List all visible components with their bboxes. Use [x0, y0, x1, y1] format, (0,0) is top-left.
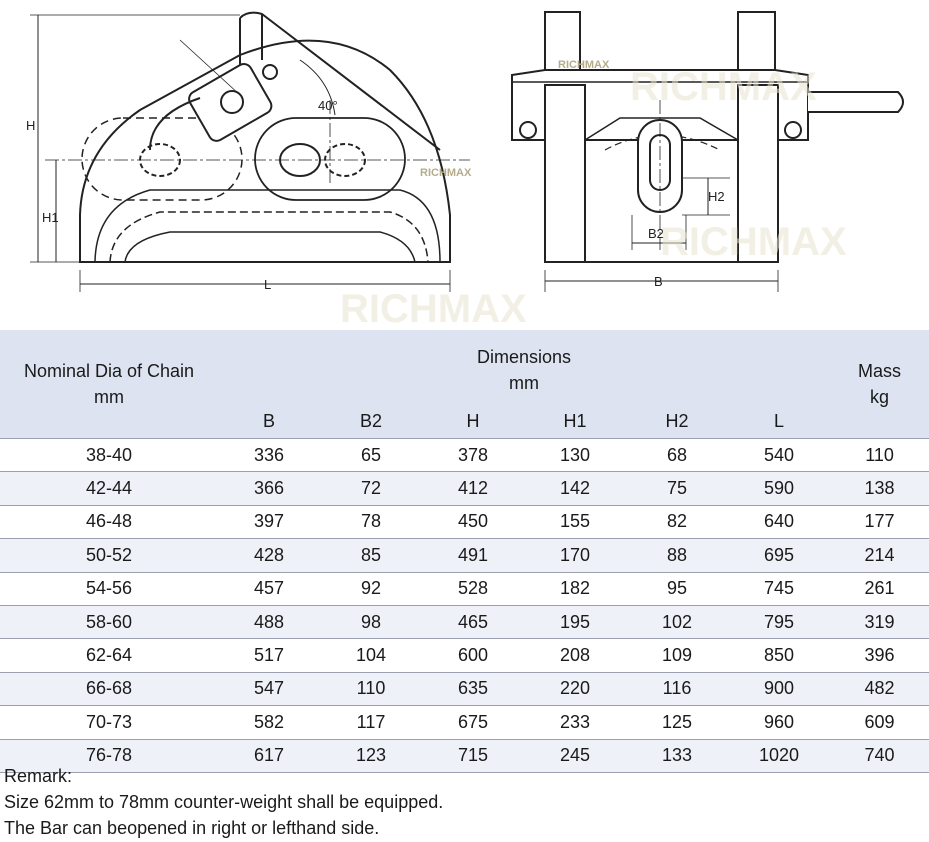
table-cell: 88: [626, 539, 728, 572]
table-cell: 142: [524, 472, 626, 505]
table-cell: 540: [728, 439, 830, 472]
table-cell: 1020: [728, 739, 830, 772]
table-cell: 75: [626, 472, 728, 505]
table-cell: 220: [524, 672, 626, 705]
table-cell: 465: [422, 605, 524, 638]
mass-header-line2: kg: [870, 387, 890, 407]
table-cell: 547: [218, 672, 320, 705]
table-cell: 58-60: [0, 605, 218, 638]
table-cell: 46-48: [0, 505, 218, 538]
table-cell: 488: [218, 605, 320, 638]
table-cell: 182: [524, 572, 626, 605]
remark-line: Size 62mm to 78mm counter-weight shall be equipped.: [4, 792, 444, 812]
b-dimension-label: B: [654, 274, 663, 289]
h-dimension-label: H: [26, 118, 36, 133]
table-cell: 635: [422, 672, 524, 705]
subheader-h1: H1: [524, 403, 626, 439]
table-cell: 50-52: [0, 539, 218, 572]
table-cell: 98: [320, 605, 422, 638]
table-cell: 155: [524, 505, 626, 538]
table-cell: 65: [320, 439, 422, 472]
b2-dimension-label: B2: [648, 226, 664, 241]
side-view-drawing: [30, 13, 470, 292]
table-body: [0, 439, 929, 773]
table-cell: 177: [830, 505, 929, 538]
h2-dimension-label: H2: [708, 189, 725, 204]
watermark-small: RICHMAX: [558, 59, 610, 71]
table-cell: 125: [626, 706, 728, 739]
table-cell: 428: [218, 539, 320, 572]
subheader-h: H: [422, 403, 524, 439]
table-cell: 130: [524, 439, 626, 472]
watermark: RICHMAX: [340, 287, 527, 330]
table-cell: 62-64: [0, 639, 218, 672]
subheader-l: L: [728, 403, 830, 439]
dimensions-header-line1: Dimensions: [477, 347, 572, 367]
subheader-b: B: [218, 403, 320, 439]
remark-title: Remark:: [4, 766, 73, 786]
table-cell: 109: [626, 639, 728, 672]
table-cell: 70-73: [0, 706, 218, 739]
table-cell: 517: [218, 639, 320, 672]
table-cell: 117: [320, 706, 422, 739]
watermark-small: RICHMAX: [420, 167, 472, 179]
table-cell: 123: [320, 739, 422, 772]
table-cell: 170: [524, 539, 626, 572]
table-cell: 396: [830, 639, 929, 672]
table-cell: 233: [524, 706, 626, 739]
table-row: [0, 505, 929, 538]
table-row: [0, 706, 929, 739]
table-cell: 116: [626, 672, 728, 705]
l-dimension-label: L: [264, 277, 272, 292]
table-cell: 76-78: [0, 739, 218, 772]
table-cell: 261: [830, 572, 929, 605]
table-cell: 78: [320, 505, 422, 538]
nominal-dia-header-line2: mm: [94, 387, 124, 407]
table-row: [0, 439, 929, 472]
dimensions-header-line2: mm: [509, 373, 540, 393]
table-cell: 617: [218, 739, 320, 772]
table-cell: 366: [218, 472, 320, 505]
table-cell: 38-40: [0, 439, 218, 472]
table-cell: 54-56: [0, 572, 218, 605]
angle-label: 40°: [318, 98, 338, 113]
table-cell: 214: [830, 539, 929, 572]
table-cell: 378: [422, 439, 524, 472]
dimensions-header: [218, 330, 830, 403]
table-cell: 104: [320, 639, 422, 672]
table-cell: 582: [218, 706, 320, 739]
table-cell: 795: [728, 605, 830, 638]
table-cell: 640: [728, 505, 830, 538]
watermark: RICHMAX: [660, 220, 847, 264]
mass-header: [830, 330, 929, 439]
table-cell: 482: [830, 672, 929, 705]
table-cell: 42-44: [0, 472, 218, 505]
table-row: [0, 472, 929, 505]
table-row: [0, 672, 929, 705]
table-row: [0, 605, 929, 638]
table-cell: 960: [728, 706, 830, 739]
nominal-dia-header: [0, 330, 218, 439]
table-cell: 740: [830, 739, 929, 772]
specification-table: [0, 330, 929, 773]
table-cell: 850: [728, 639, 830, 672]
table-cell: 102: [626, 605, 728, 638]
table-cell: 528: [422, 572, 524, 605]
table-cell: 195: [524, 605, 626, 638]
table-row: [0, 572, 929, 605]
table-cell: 66-68: [0, 672, 218, 705]
table-cell: 397: [218, 505, 320, 538]
table-cell: 68: [626, 439, 728, 472]
table-cell: 900: [728, 672, 830, 705]
table-cell: 110: [320, 672, 422, 705]
table-cell: 609: [830, 706, 929, 739]
table-cell: 412: [422, 472, 524, 505]
table-cell: 72: [320, 472, 422, 505]
remarks: [4, 763, 443, 841]
table-cell: 715: [422, 739, 524, 772]
table-cell: 457: [218, 572, 320, 605]
remark-line: The Bar can beopened in right or lefthand side.: [4, 818, 380, 838]
table-row: [0, 639, 929, 672]
table-cell: 85: [320, 539, 422, 572]
table-cell: 590: [728, 472, 830, 505]
table-cell: 82: [626, 505, 728, 538]
watermark: RICHMAX: [630, 65, 817, 109]
technical-drawings: [0, 0, 929, 330]
h1-dimension-label: H1: [42, 210, 59, 225]
nominal-dia-header-line1: Nominal Dia of Chain: [23, 361, 195, 381]
table-cell: 450: [422, 505, 524, 538]
table-cell: 245: [524, 739, 626, 772]
table-cell: 319: [830, 605, 929, 638]
table-cell: 491: [422, 539, 524, 572]
table-cell: 600: [422, 639, 524, 672]
table-cell: 92: [320, 572, 422, 605]
table-cell: 138: [830, 472, 929, 505]
table-cell: 95: [626, 572, 728, 605]
subheader-b2: B2: [320, 403, 422, 439]
table-cell: 695: [728, 539, 830, 572]
table-cell: 675: [422, 706, 524, 739]
table-cell: 336: [218, 439, 320, 472]
table-cell: 133: [626, 739, 728, 772]
table-cell: 208: [524, 639, 626, 672]
table-cell: 110: [830, 439, 929, 472]
mass-header-line1: Mass: [858, 361, 902, 381]
table-cell: 745: [728, 572, 830, 605]
subheader-h2: H2: [626, 403, 728, 439]
table-row: [0, 539, 929, 572]
